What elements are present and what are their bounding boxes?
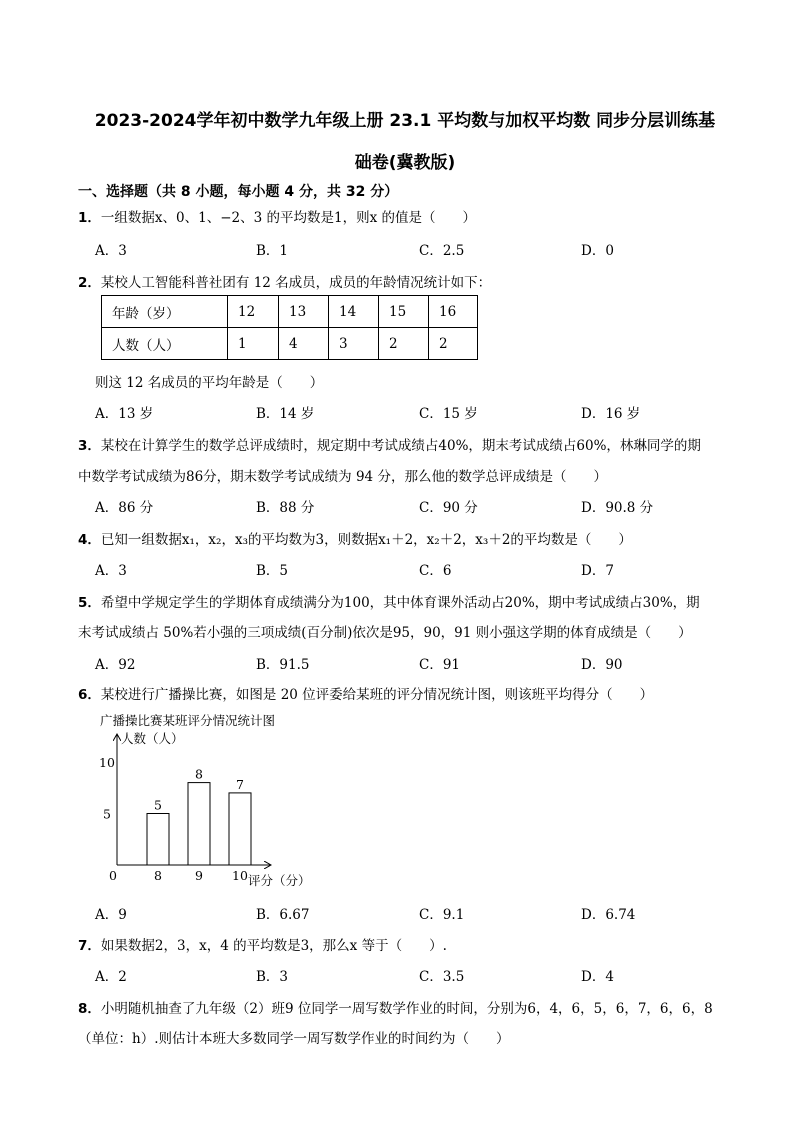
option-c[interactable]: C．6	[419, 563, 452, 579]
bar-value-label: 7	[236, 776, 244, 792]
table-cell: 人数（人）	[102, 328, 228, 360]
question-number: 6．	[78, 687, 101, 703]
bar-9	[188, 783, 210, 865]
table-cell: 15	[379, 296, 429, 328]
table-cell: 12	[228, 296, 279, 328]
option-d[interactable]: D．7	[581, 563, 614, 579]
question-1-options	[95, 239, 755, 259]
y-tick-label: 10	[99, 755, 115, 770]
x-tick-label: 8	[154, 868, 162, 883]
question-4-options	[95, 559, 755, 579]
option-b[interactable]: B．3	[256, 969, 289, 985]
option-a[interactable]: A．13 岁	[95, 406, 154, 422]
x-axis-label: 评分（分）	[248, 873, 311, 888]
question-text: 希望中学规定学生的学期体育成绩满分为100，其中体育课外活动占20%，期中考试成绩占30%，期	[100, 595, 700, 611]
option-b[interactable]: B．6.67	[256, 907, 310, 923]
question-number: 7．	[78, 938, 101, 954]
option-b[interactable]: B．1	[256, 243, 289, 259]
question-8	[78, 997, 758, 1017]
question-text: 某校人工智能科普社团有 12 名成员，成员的年龄情况统计如下：	[100, 275, 492, 291]
y-tick-label: 5	[103, 806, 111, 822]
question-text: 如果数据2，3，x，4 的平均数是3，那么x 等于（ ）.	[100, 938, 447, 954]
option-d[interactable]: D．0	[581, 243, 614, 259]
question-text: 小明随机抽查了九年级（2）班9 位同学一周写数学作业的时间，分别为6，4，6，5，6，7，6，6，8	[100, 1001, 713, 1017]
option-c[interactable]: C．15 岁	[419, 406, 478, 422]
bar-value-label: 8	[195, 766, 203, 782]
score-bar-chart	[95, 707, 325, 892]
option-c[interactable]: C．90 分	[419, 500, 478, 516]
table-cell: 4	[279, 328, 329, 360]
option-c[interactable]: C．91	[419, 657, 461, 673]
question-text: 某校在计算学生的数学总评成绩时，规定期中考试成绩占40%，期末考试成绩占60%，林琳同学的期	[100, 438, 701, 454]
option-b[interactable]: B．91.5	[256, 657, 310, 673]
option-b[interactable]: B．88 分	[256, 500, 315, 516]
table-row	[102, 296, 478, 328]
table-cell: 14	[329, 296, 379, 328]
x-tick-label: 10	[232, 868, 248, 883]
bar-8	[147, 814, 169, 866]
table-cell: 13	[279, 296, 329, 328]
option-c[interactable]: C．9.1	[419, 907, 465, 923]
question-4	[78, 528, 758, 548]
y-axis-label: 人数（人）	[121, 731, 184, 746]
question-number: 2．	[78, 275, 101, 291]
question-2-options	[95, 402, 755, 422]
table-cell: 1	[228, 328, 279, 360]
page-title-line2: 础卷(冀教版)	[354, 153, 456, 173]
question-2-followup: 则这 12 名成员的平均年龄是（ ）	[95, 375, 324, 391]
table-cell: 年龄（岁）	[102, 296, 228, 328]
option-a[interactable]: A．3	[95, 243, 127, 259]
question-5-line2: 末考试成绩占 50%若小强的三项成绩(百分制)依次是95，90，91 则小强这学期的体育成绩是（ ）	[78, 625, 692, 641]
age-table	[101, 295, 478, 360]
question-number: 1．	[78, 210, 101, 226]
option-a[interactable]: A．9	[95, 907, 127, 923]
question-8-line2: （单位：h）.则估计本班大多数同学一周写数学作业的时间约为（ ）	[78, 1031, 510, 1047]
bar-value-label: 5	[154, 797, 162, 813]
question-3	[78, 434, 758, 454]
question-number: 3．	[78, 438, 101, 454]
option-c[interactable]: C．3.5	[419, 969, 465, 985]
option-a[interactable]: A．92	[95, 657, 136, 673]
option-a[interactable]: A．3	[95, 563, 127, 579]
question-3-options	[95, 496, 755, 516]
question-text: 一组数据x、0、1、−2、3 的平均数是1，则x 的值是（ ）	[100, 210, 476, 226]
question-number: 8．	[78, 1001, 101, 1017]
option-c[interactable]: C．2.5	[419, 243, 465, 259]
option-a[interactable]: A．2	[95, 969, 127, 985]
question-text: 已知一组数据x₁，x₂，x₃的平均数为3，则数据x₁＋2，x₂＋2，x₃＋2的平均数是（ ）	[100, 532, 632, 548]
question-7	[78, 934, 758, 954]
question-text: 某校进行广播操比赛，如图是 20 位评委给某班的评分情况统计图，则该班平均得分（ ）	[100, 687, 654, 703]
question-7-options	[95, 965, 755, 985]
question-6	[78, 683, 758, 703]
bar-10	[229, 793, 251, 865]
question-6-options	[95, 903, 755, 923]
table-cell: 2	[379, 328, 429, 360]
question-1	[78, 206, 758, 226]
section-heading: 一、选择题（共 8 小题，每小题 4 分，共 32 分）	[78, 184, 399, 200]
table-row	[102, 328, 478, 360]
table-cell: 2	[429, 328, 478, 360]
question-2	[78, 271, 758, 291]
option-b[interactable]: B．5	[256, 563, 289, 579]
option-d[interactable]: D．6.74	[581, 907, 636, 923]
table-cell: 16	[429, 296, 478, 328]
question-5	[78, 591, 758, 611]
chart-title: 广播操比赛某班评分情况统计图	[100, 713, 276, 728]
option-b[interactable]: B．14 岁	[256, 406, 315, 422]
question-3-line2: 中数学考试成绩为86分，期末数学考试成绩为 94 分，那么他的数学总评成绩是（ ）	[78, 469, 607, 485]
question-number: 4．	[78, 532, 101, 548]
table-cell: 3	[329, 328, 379, 360]
option-a[interactable]: A．86 分	[95, 500, 154, 516]
option-d[interactable]: D．16 岁	[581, 406, 641, 422]
option-d[interactable]: D．90.8 分	[581, 500, 654, 516]
option-d[interactable]: D．90	[581, 657, 623, 673]
question-5-options	[95, 653, 755, 673]
origin-label: 0	[109, 868, 117, 883]
option-d[interactable]: D．4	[581, 969, 614, 985]
x-tick-label: 9	[195, 868, 203, 883]
question-number: 5．	[78, 595, 101, 611]
page-title: 2023-2024学年初中数学九年级上册 23.1 平均数与加权平均数 同步分层训练基	[94, 111, 716, 131]
